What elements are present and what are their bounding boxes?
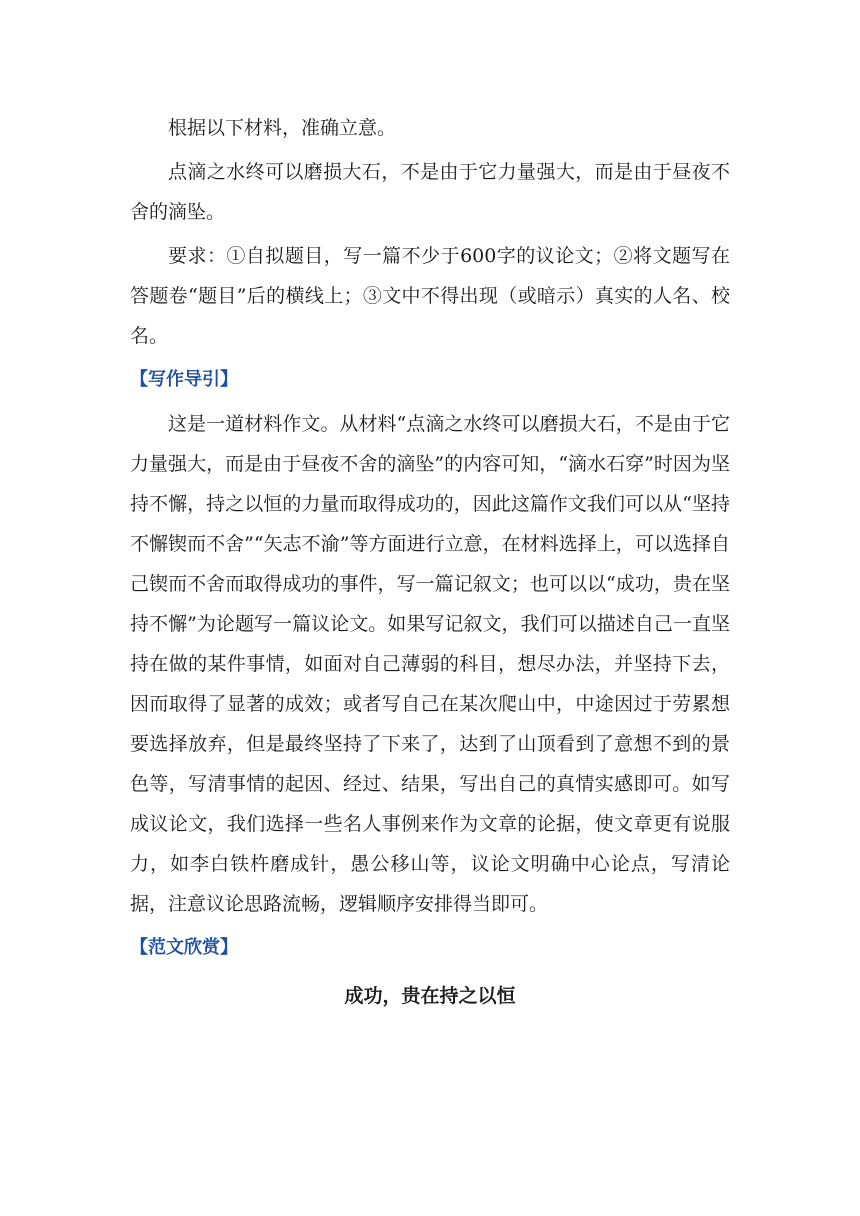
prompt-instruction: 根据以下材料，准确立意。 xyxy=(168,117,397,139)
writing-guide-heading: 【写作导引】 xyxy=(130,369,238,390)
material-text: 点滴之水终可以磨损大石，不是由于它力量强大，而是由于昼夜不舍的滴坠。 xyxy=(130,161,730,223)
essay-title: 成功，贵在持之以恒 xyxy=(344,985,516,1007)
document-body xyxy=(130,108,730,1016)
sample-essay-heading: 【范文欣赏】 xyxy=(130,937,238,958)
writing-guide-text: 这是一道材料作文。从材料“点滴之水终可以磨损大石，不是由于它力量强大，而是由于昼夜不舍的滴坠”的内容可知，“滴水石穿”时因为坚持不懈，持之以恒的力量而取得成功的，因此这篇作文我们可以从“坚持不懈锲而不舍”“矢志不渝”等方面进行立意，在材料选择上，可以选择自己锲而不舍而取得成功的事件，写一篇记叙文；也可以以“成功，贵在坚持不懈”为论题写一篇议论文。如果写记叙文，我们可以描述自己一直坚持在做的某件事情，如面对自己薄弱的科目，想尽办法，并坚持下去，因而取得了显著的成效；或者写自己在某次爬山中，中途因过于劳累想要选择放弃，但是最终坚持了下来了，达到了山顶看到了意想不到的景色等，写清事情的起因、经过、结果，写出自己的真情实感即可。如写成议论文，我们选择一些名人事例来作为文章的论据，使文章更有说服力，如李白铁杵磨成针，愚公移山等，议论文明确中心论点，写清论据，注意议论思路流畅，逻辑顺序安排得当即可。 xyxy=(130,413,730,915)
requirements-text: 要求：①自拟题目，写一篇不少于600字的议论文；②将文题写在答题卷“题目”后的横线上；③文中不得出现（或暗示）真实的人名、校名。 xyxy=(130,245,730,347)
